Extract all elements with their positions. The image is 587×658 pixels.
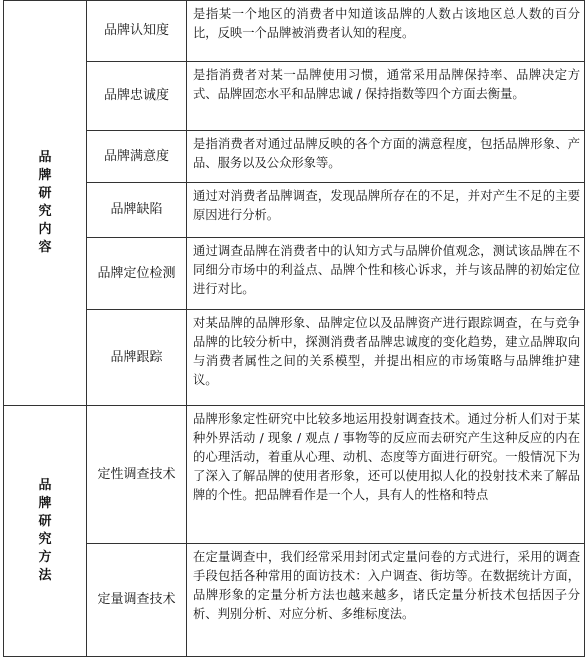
item-label: 定性调查技术 — [87, 406, 187, 544]
item-description: 是指某一个地区的消费者中知道该品牌的人数占该地区总人数的百分比，反映一个品牌被消费者认知的程度。 — [187, 1, 585, 62]
item-label: 品牌跟踪 — [87, 310, 187, 406]
item-label: 定量调查技术 — [87, 544, 187, 657]
table-row — [4, 183, 585, 238]
table-row — [4, 131, 585, 183]
table-row — [4, 1, 585, 62]
item-label: 品牌定位检测 — [87, 238, 187, 310]
item-description: 通过对消费者品牌调查，发现品牌所存在的不足，并对产生不足的主要原因进行分析。 — [187, 183, 585, 238]
item-description: 品牌形象定性研究中比较多地运用投射调查技术。通过分析人们对于某种外界活动 / 现象 / 观点 / 事物等的反应而去研究产生这种反应的内在的心理活动，着重从心理、动机、态度等方面进行研究。一般情况下为了深入了解品牌的使用者形象，还可以使用拟人化的投射技术来了解品牌的个性。把品牌看作是一个人，具有人的性格和特点 — [187, 406, 585, 544]
item-description: 是指消费者对通过品牌反映的各个方面的满意程度，包括品牌形象、产品、服务以及公众形象等。 — [187, 131, 585, 183]
item-label: 品牌忠诚度 — [87, 62, 187, 131]
item-label: 品牌缺陷 — [87, 183, 187, 238]
table-row — [4, 62, 585, 131]
item-description: 是指消费者对某一品牌使用习惯，通常采用品牌保持率、品牌决定方式、品牌固恋水平和品牌忠诚 / 保持指数等四个方面去衡量。 — [187, 62, 585, 131]
item-description: 对某品牌的品牌形象、品牌定位以及品牌资产进行跟踪调查，在与竞争品牌的比较分析中，探测消费者品牌忠诚度的变化趋势，建立品牌取向与消费者属性之间的关系模型，并提出相应的市场策略与品牌维护建议。 — [187, 310, 585, 406]
brand-research-table — [3, 0, 585, 657]
table-row — [4, 544, 585, 657]
item-description: 在定量调查中，我们经常采用封闭式定量问卷的方式进行，采用的调查手段包括各种常用的面访技术：入户调查、街坊等。在数据统计方面，品牌形象的定量分析方法也越来越多，诸氏定量分析技术包括因子分析、判别分析、对应分析、多维标度法。 — [187, 544, 585, 657]
item-label: 品牌满意度 — [87, 131, 187, 183]
item-description: 通过调查品牌在消费者中的认知方式与品牌价值观念，测试该品牌在不同细分市场中的利益点、品牌个性和核心诉求，并与该品牌的初始定位进行对比。 — [187, 238, 585, 310]
table-row — [4, 238, 585, 310]
table-row — [4, 310, 585, 406]
item-label: 品牌认知度 — [87, 1, 187, 62]
table-row — [4, 406, 585, 544]
section-label-methods: 品牌研究方法 — [4, 406, 87, 657]
section-label-content: 品牌研究内容 — [4, 1, 87, 406]
